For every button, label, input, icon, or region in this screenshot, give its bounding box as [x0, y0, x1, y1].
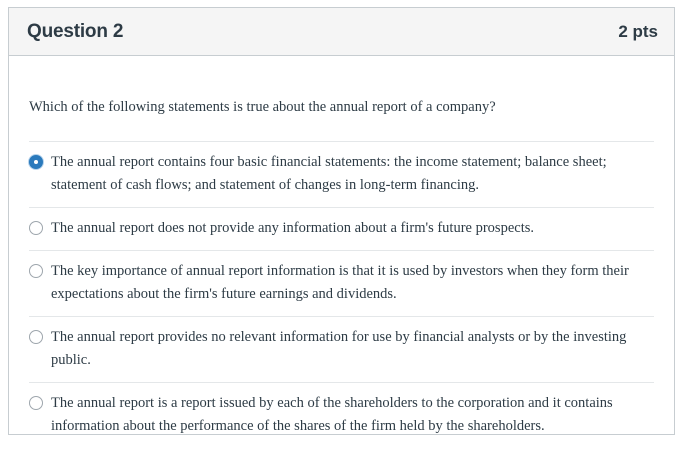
question-title: Question 2: [27, 20, 124, 42]
question-card: [8, 7, 675, 435]
answer-label[interactable]: The key importance of annual report information is that it is used by investors when they form their expectations about the firm's future earnings and dividends.: [51, 263, 629, 302]
answer-label[interactable]: The annual report does not provide any information about a firm's future prospects.: [51, 220, 534, 236]
answer-label[interactable]: The annual report contains four basic financial statements: the income statement; balance sheet; statement of cash flows; and statement of changes in long-term financing.: [51, 154, 607, 193]
answer-option-2[interactable]: [29, 208, 654, 251]
question-points: 2 pts: [618, 21, 658, 41]
answer-option-4[interactable]: [29, 317, 654, 383]
question-header: [9, 8, 674, 56]
answer-option-5[interactable]: [29, 383, 654, 448]
radio-button[interactable]: [29, 221, 43, 235]
radio-button[interactable]: [29, 396, 43, 410]
radio-button-selected[interactable]: [29, 155, 43, 169]
answer-list: [29, 141, 654, 448]
answer-option-1[interactable]: [29, 142, 654, 208]
answer-label[interactable]: The annual report is a report issued by each of the shareholders to the corporation and it contains information about the performance of the shares of the firm held by the shareholders.: [51, 395, 613, 434]
radio-button[interactable]: [29, 264, 43, 278]
radio-button[interactable]: [29, 330, 43, 344]
answer-option-3[interactable]: [29, 251, 654, 317]
answer-label[interactable]: The annual report provides no relevant information for use by financial analysts or by the investing public.: [51, 329, 627, 368]
question-body: [9, 97, 674, 448]
question-text: Which of the following statements is true about the annual report of a company?: [29, 99, 496, 115]
